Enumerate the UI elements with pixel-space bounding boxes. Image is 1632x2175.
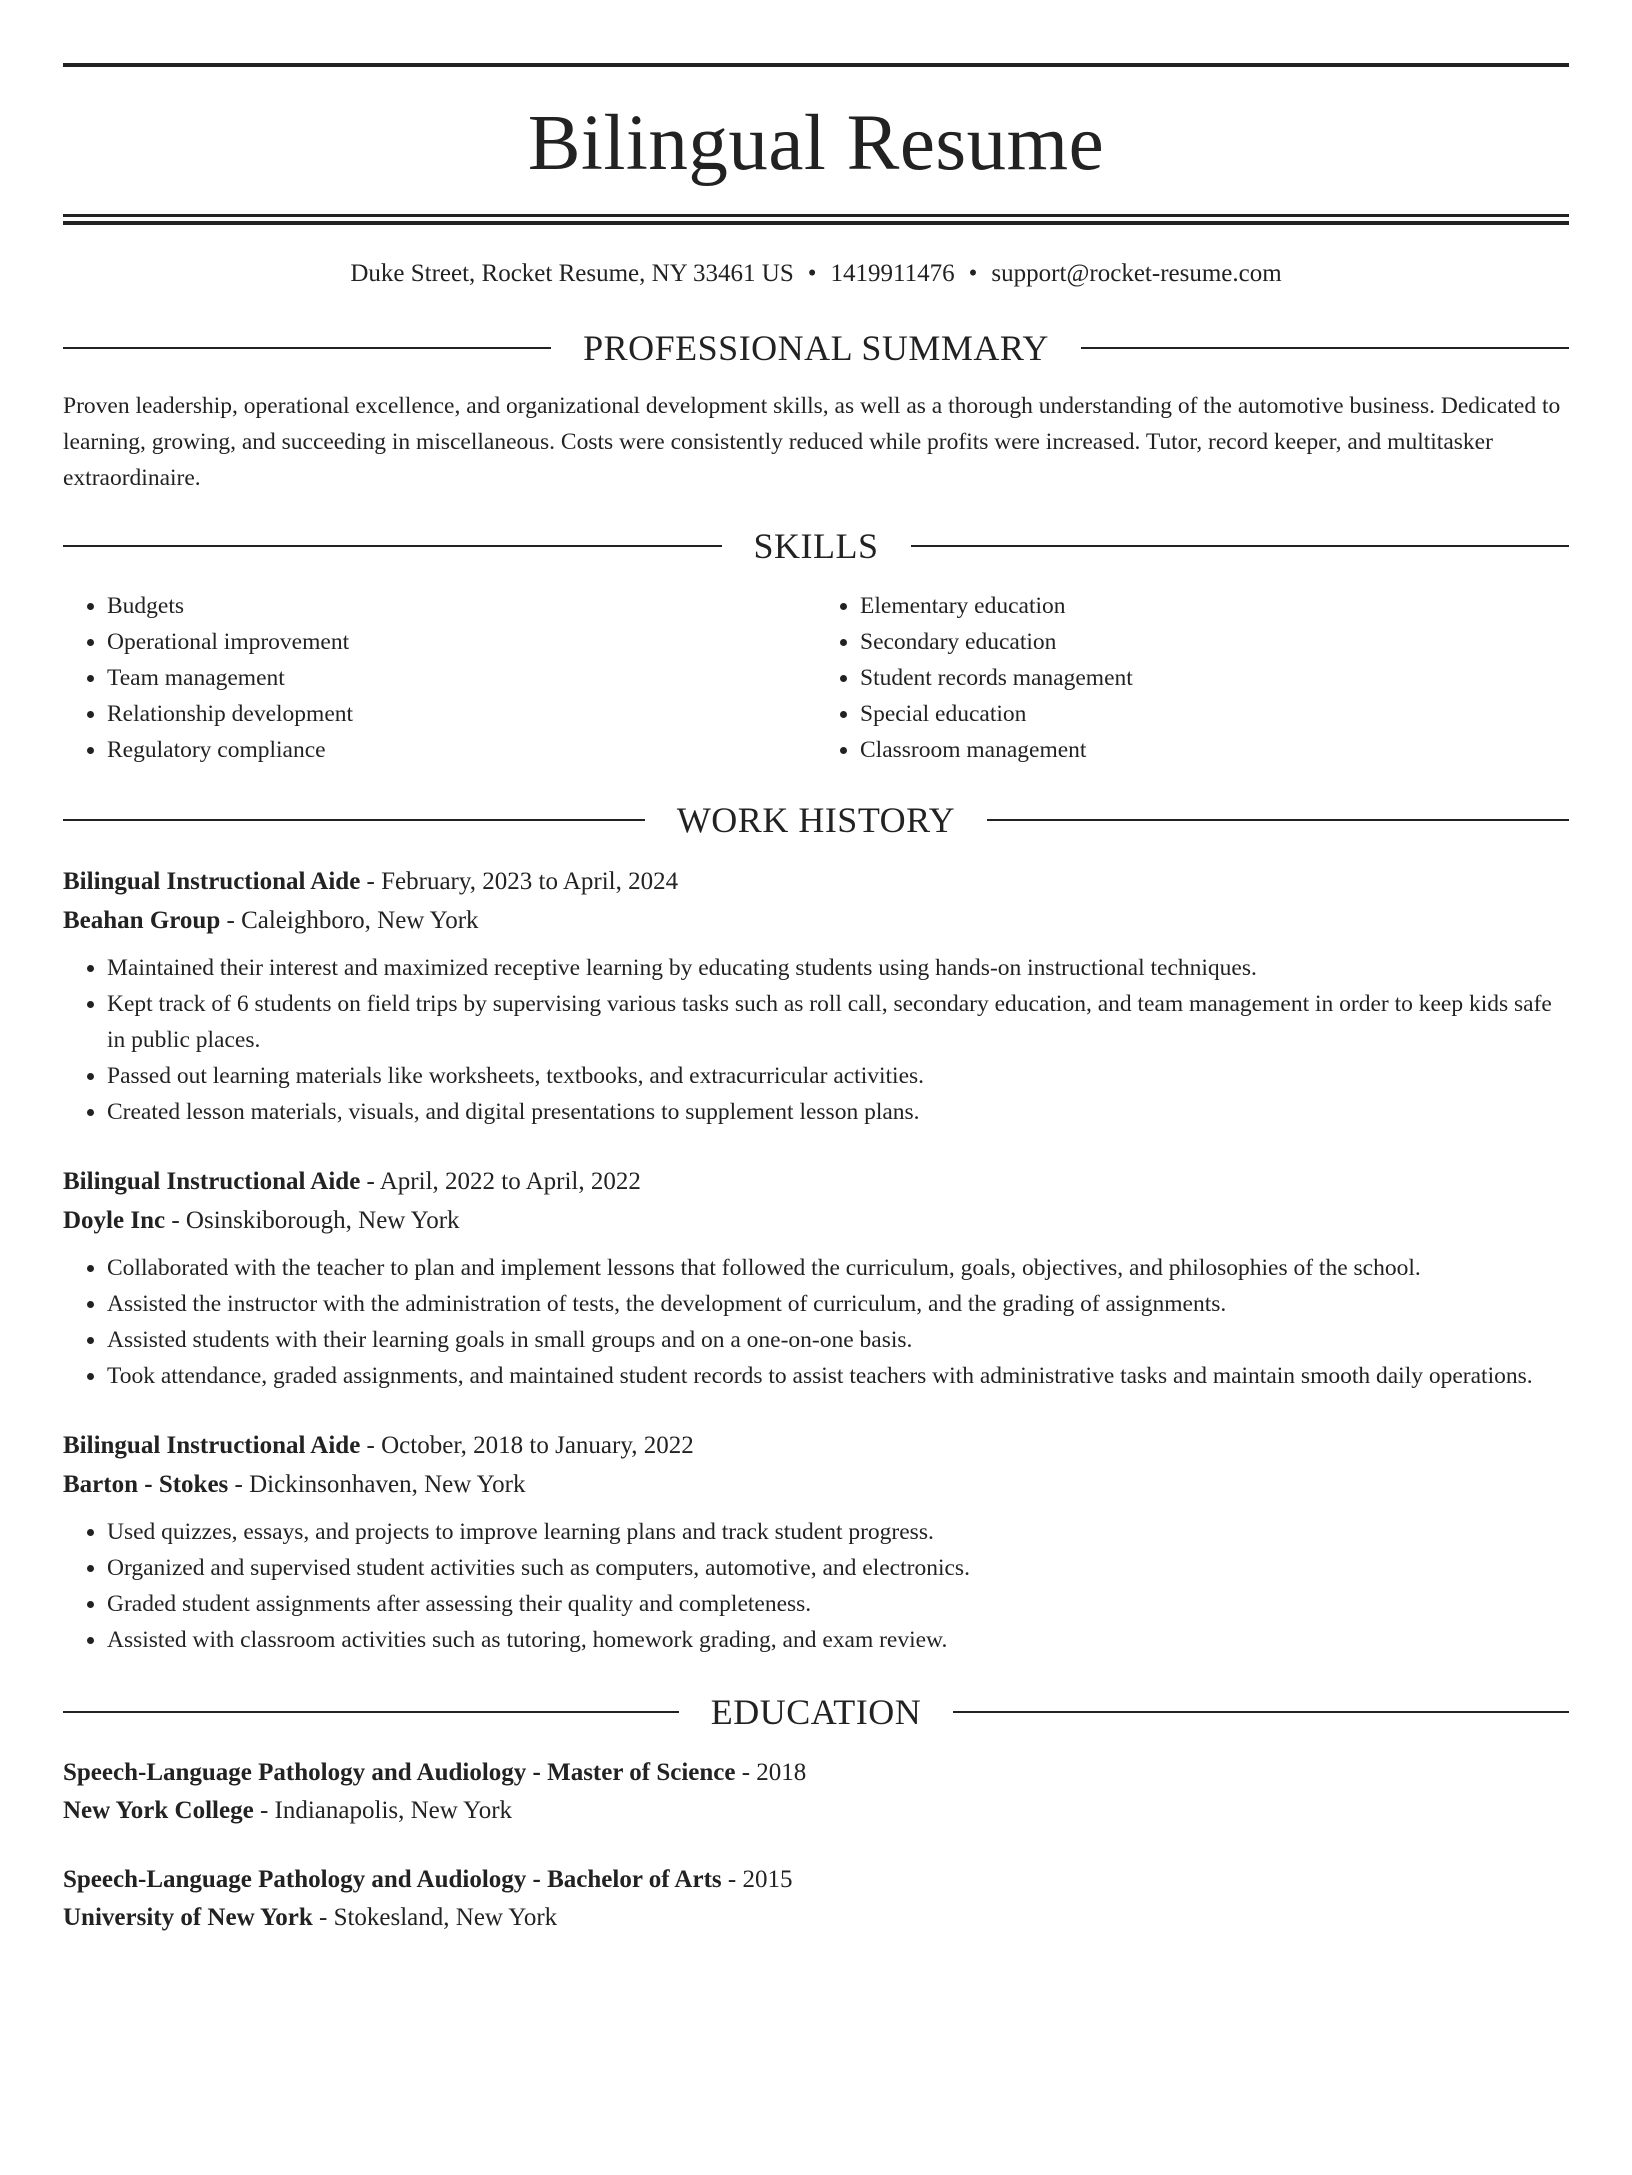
heading-rule <box>63 347 551 349</box>
heading-rule <box>63 1711 679 1713</box>
section-heading-work-history <box>63 802 1569 838</box>
job-bullet: • Graded student assignments after assessing their quality and completeness. <box>107 1586 1569 1622</box>
job-bullets <box>63 950 1569 1130</box>
job-title-line: Bilingual Instructional Aide - October, 2018 to January, 2022 <box>63 1432 694 1459</box>
skill-item: • Operational improvement <box>107 624 816 660</box>
contact-separator: • <box>968 260 978 287</box>
job-bullet: • Took attendance, graded assignments, and maintained student records to assist teachers with administrative tasks and maintain smooth daily operations. <box>107 1358 1569 1394</box>
skill-item: • Team management <box>107 660 816 696</box>
job-company-line: Beahan Group - Caleighboro, New York <box>63 907 479 934</box>
job-bullet: • Collaborated with the teacher to plan and implement lessons that followed the curriculum, goals, objectives, and philosophies of the school. <box>107 1250 1569 1286</box>
heading-rule <box>63 819 645 821</box>
job-dates: October, 2018 to January, 2022 <box>381 1432 694 1459</box>
job-company: Barton - Stokes <box>63 1471 229 1498</box>
skills-column-left <box>63 588 816 768</box>
job-title: Bilingual Instructional Aide <box>63 868 361 895</box>
education-school-line: University of New York - Stokesland, New York <box>63 1904 558 1931</box>
job-location: Dickinsonhaven, New York <box>249 1471 526 1498</box>
job-title: Bilingual Instructional Aide <box>63 1168 361 1195</box>
education-entry <box>63 1861 1569 1937</box>
job-company-line: Doyle Inc - Osinskiborough, New York <box>63 1207 460 1234</box>
skills-column-right <box>816 588 1569 768</box>
job-bullet: • Organized and supervised student activities such as computers, automotive, and electronics. <box>107 1550 1569 1586</box>
job-bullet: • Assisted students with their learning goals in small groups and on a one-on-one basis. <box>107 1322 1569 1358</box>
job-bullets <box>63 1250 1569 1394</box>
contact-line <box>63 261 1569 286</box>
job-company-line: Barton - Stokes - Dickinsonhaven, New York <box>63 1471 526 1498</box>
contact-email: support@rocket-resume.com <box>991 260 1282 287</box>
skill-item: • Elementary education <box>860 588 1569 624</box>
summary-text: Proven leadership, operational excellence, and organizational development skills, as well as a thorough understanding of the automotive business. Dedicated to learning, growing, and succeeding in miscellaneous. Costs were consistently reduced while profits were increased. Tutor, record keeper, and multitasker extraordinaire. <box>63 393 1561 491</box>
skill-item: • Secondary education <box>860 624 1569 660</box>
job-title-line: Bilingual Instructional Aide - April, 2022 to April, 2022 <box>63 1168 641 1195</box>
job-dates: April, 2022 to April, 2022 <box>379 1168 641 1195</box>
job-bullet: • Maintained their interest and maximized receptive learning by educating students using hands-on instructional techniques. <box>107 950 1569 986</box>
skill-item: • Classroom management <box>860 732 1569 768</box>
top-rule <box>63 63 1569 67</box>
skill-item: • Budgets <box>107 588 816 624</box>
contact-separator: • <box>807 260 817 287</box>
job-company: Beahan Group <box>63 907 221 934</box>
resume-title: Bilingual Resume <box>527 100 1105 187</box>
contact-address: Duke Street, Rocket Resume, NY 33461 US <box>350 260 794 287</box>
job-bullet: • Assisted with classroom activities such as tutoring, homework grading, and exam review. <box>107 1622 1569 1658</box>
education-location: Indianapolis, New York <box>274 1797 513 1824</box>
job-dates: February, 2023 to April, 2024 <box>381 868 679 895</box>
heading-rule <box>63 545 722 547</box>
job-entry <box>63 862 1569 1130</box>
job-entry <box>63 1426 1569 1658</box>
section-heading-education <box>63 1694 1569 1730</box>
skill-item: • Relationship development <box>107 696 816 732</box>
job-bullet: • Used quizzes, essays, and projects to improve learning plans and track student progress. <box>107 1514 1569 1550</box>
education-year: 2018 <box>756 1759 807 1786</box>
education-school: University of New York <box>63 1904 313 1931</box>
section-title: WORK HISTORY <box>676 800 956 840</box>
heading-rule <box>987 819 1569 821</box>
skill-item: • Special education <box>860 696 1569 732</box>
education-degree: Speech-Language Pathology and Audiology - Master of Science <box>63 1759 736 1786</box>
job-company: Doyle Inc <box>63 1207 166 1234</box>
job-bullet: • Passed out learning materials like worksheets, textbooks, and extracurricular activities. <box>107 1058 1569 1094</box>
job-entry <box>63 1162 1569 1394</box>
skill-item: • Regulatory compliance <box>107 732 816 768</box>
job-location: Osinskiborough, New York <box>185 1207 460 1234</box>
education-location: Stokesland, New York <box>333 1904 558 1931</box>
section-heading-summary <box>63 330 1569 366</box>
job-bullets <box>63 1514 1569 1658</box>
education-degree: Speech-Language Pathology and Audiology - Bachelor of Arts <box>63 1866 722 1893</box>
education-school-line: New York College - Indianapolis, New York <box>63 1797 513 1824</box>
job-title-line: Bilingual Instructional Aide - February, 2023 to April, 2024 <box>63 868 679 895</box>
resume-page <box>0 63 1632 2175</box>
section-title: SKILLS <box>753 526 879 566</box>
heading-rule <box>953 1711 1569 1713</box>
section-title: PROFESSIONAL SUMMARY <box>583 328 1049 368</box>
skills-list <box>63 588 1569 768</box>
job-location: Caleighboro, New York <box>241 907 479 934</box>
education-degree-line: Speech-Language Pathology and Audiology - Bachelor of Arts - 2015 <box>63 1866 793 1893</box>
job-title: Bilingual Instructional Aide <box>63 1432 361 1459</box>
job-bullet: • Kept track of 6 students on field trips by supervising various tasks such as roll call, secondary education, and team management in order to keep kids safe in public places. <box>107 986 1569 1058</box>
education-degree-line: Speech-Language Pathology and Audiology - Master of Science - 2018 <box>63 1759 807 1786</box>
contact-phone: 1419911476 <box>830 260 955 287</box>
skill-item: • Student records management <box>860 660 1569 696</box>
education-year: 2015 <box>742 1866 793 1893</box>
education-entry <box>63 1754 1569 1830</box>
section-heading-skills <box>63 528 1569 564</box>
title-double-rule <box>63 214 1569 225</box>
heading-rule <box>911 545 1570 547</box>
job-bullet: • Assisted the instructor with the administration of tests, the development of curriculum, and the grading of assignments. <box>107 1286 1569 1322</box>
job-bullet: • Created lesson materials, visuals, and digital presentations to supplement lesson plans. <box>107 1094 1569 1130</box>
section-title: EDUCATION <box>710 1692 922 1732</box>
education-school: New York College <box>63 1797 254 1824</box>
heading-rule <box>1081 347 1569 349</box>
